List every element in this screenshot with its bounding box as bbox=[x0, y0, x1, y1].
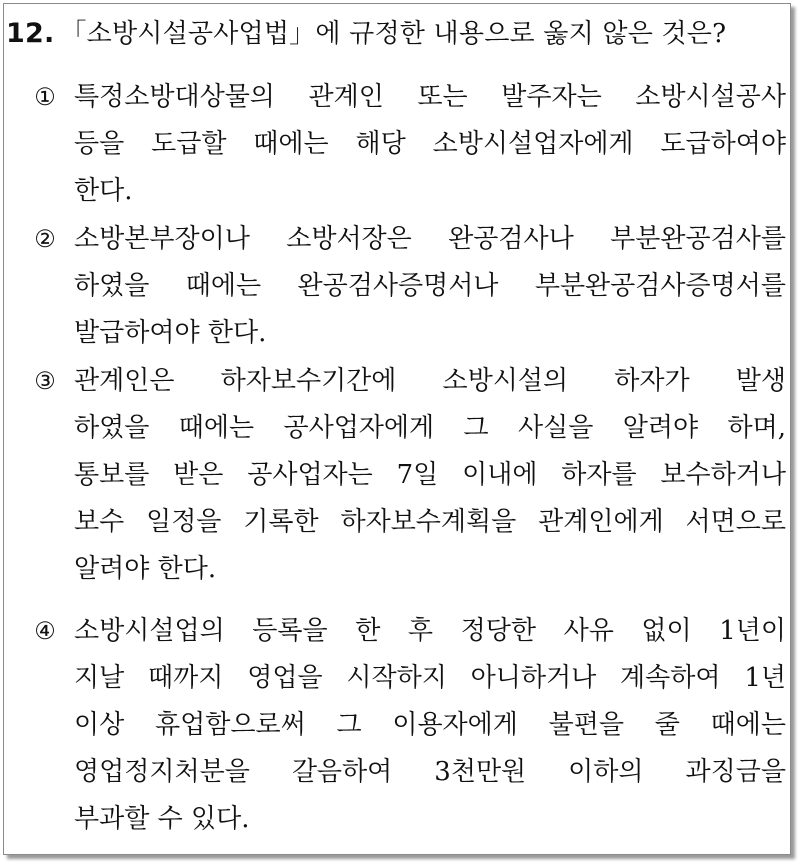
option-4-line-2: 지날 때까지 영업을 시작하지 아니하거나 계속하여 1년 bbox=[74, 663, 786, 693]
option-4-marker: ④ bbox=[34, 617, 56, 645]
option-1-line-3: 한다. bbox=[74, 176, 133, 206]
option-2-line-2: 하였을 때에는 완공검사증명서나 부분완공검사증명서를 bbox=[74, 271, 786, 301]
question-header bbox=[6, 13, 726, 50]
option-4-line-1: 소방시설업의 등록을 한 후 정당한 사유 없이 1년이 bbox=[74, 616, 786, 646]
option-1-line-2: 등을 도급할 때에는 해당 소방시설업자에게 도급하여야 bbox=[74, 129, 786, 159]
option-4-line-4: 영업정지처분을 갈음하여 3천만원 이하의 과징금을 bbox=[74, 757, 786, 787]
option-3-marker: ③ bbox=[34, 367, 56, 395]
option-2-line-1: 소방본부장이나 소방서장은 완공검사나 부분완공검사를 bbox=[74, 224, 786, 254]
option-3-line-2: 하였을 때에는 공사업자에게 그 사실을 알려야 하며, bbox=[74, 413, 786, 443]
option-1-marker: ① bbox=[34, 83, 56, 111]
option-4-line-5: 부과할 수 있다. bbox=[74, 804, 250, 834]
option-1-line-1: 특정소방대상물의 관계인 또는 발주자는 소방시설공사 bbox=[74, 82, 786, 112]
question-number: 12. bbox=[6, 18, 55, 49]
option-2-line-3: 발급하여야 한다. bbox=[74, 318, 267, 348]
question-text: 「소방시설공사업법」에 규정한 내용으로 옳지 않은 것은? bbox=[60, 19, 727, 49]
option-2-marker: ② bbox=[34, 225, 56, 253]
option-3-line-1: 관계인은 하자보수기간에 소방시설의 하자가 발생 bbox=[74, 366, 786, 396]
option-4-line-3: 이상 휴업함으로써 그 이용자에게 불편을 줄 때에는 bbox=[74, 710, 786, 740]
option-3-line-3: 통보를 받은 공사업자는 7일 이내에 하자를 보수하거나 bbox=[74, 460, 786, 490]
option-3-line-4: 보수 일정을 기록한 하자보수계획을 관계인에게 서면으로 bbox=[74, 507, 786, 537]
option-3-line-5: 알려야 한다. bbox=[74, 554, 217, 584]
